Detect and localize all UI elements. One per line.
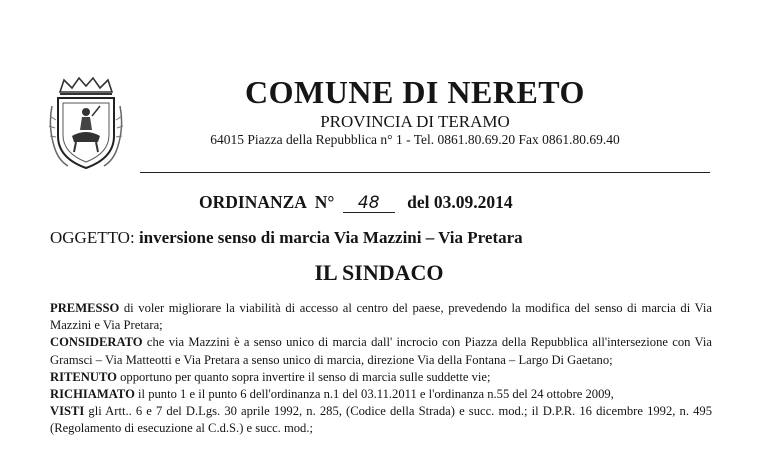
- ordinanza-label: ORDINANZA N°: [199, 192, 335, 212]
- subject-text: inversione senso di marcia Via Mazzini – Via Pretara: [138, 228, 523, 247]
- paragraph-keyword: RICHIAMATO: [50, 387, 135, 402]
- subject-line: [50, 228, 523, 248]
- ordinanza-number: 48: [343, 194, 395, 213]
- document-body: [50, 300, 712, 438]
- paragraph-keyword: RITENUTO: [50, 369, 117, 384]
- subject-label: OGGETTO:: [50, 228, 135, 247]
- paragraph-considerato: [50, 334, 712, 368]
- ordinanza-line: [199, 192, 513, 213]
- paragraph-keyword: CONSIDERATO: [50, 335, 143, 350]
- paragraph-ritenuto: [50, 369, 712, 386]
- paragraph-richiamato: [50, 386, 712, 403]
- paragraph-premesso: [50, 300, 712, 334]
- paragraph-keyword: PREMESSO: [50, 301, 120, 315]
- paragraph-text: di voler migliorare la viabilità di accesso al centro del paese, prevedendo la modifica del senso di marcia di Via Mazzini e Via Pretara;: [50, 301, 712, 333]
- municipal-crest-icon: [46, 76, 126, 172]
- ordinanza-date: del 03.09.2014: [407, 192, 513, 212]
- section-heading: IL SINDACO: [314, 260, 444, 285]
- paragraph-text: che via Mazzini è a senso unico di marcia dall' incrocio con Piazza della Repubblica all'intersezione con Via Gramsci – Via Matteotti e Via Pretara a senso unico di marcia, direzione Via della Fontana – Largo Di Gaetano;: [50, 335, 712, 367]
- page-title: COMUNE DI NERETO: [245, 74, 585, 110]
- paragraph-visti: [50, 403, 712, 437]
- header-divider: [140, 172, 710, 173]
- paragraph-keyword: VISTI: [50, 404, 85, 419]
- paragraph-text: gli Artt.. 6 e 7 del D.Lgs. 30 aprile 1992, n. 285, (Codice della Strada) e succ. mod.; il D.P.R. 16 dicembre 1992, n. 495 (Regolamento di esecuzione al C.d.S.) e succ. mod.;: [50, 404, 712, 436]
- address-line: 64015 Piazza della Repubblica n° 1 - Tel. 0861.80.69.20 Fax 0861.80.69.40: [210, 132, 620, 147]
- province-name: PROVINCIA DI TERAMO: [320, 112, 510, 131]
- paragraph-text: il punto 1 e il punto 6 dell'ordinanza n.1 del 03.11.2011 e l'ordinanza n.55 del 24 ottobre 2009,: [134, 387, 614, 402]
- paragraph-text: opportuno per quanto sopra invertire il senso di marcia sulle suddette vie;: [116, 369, 491, 384]
